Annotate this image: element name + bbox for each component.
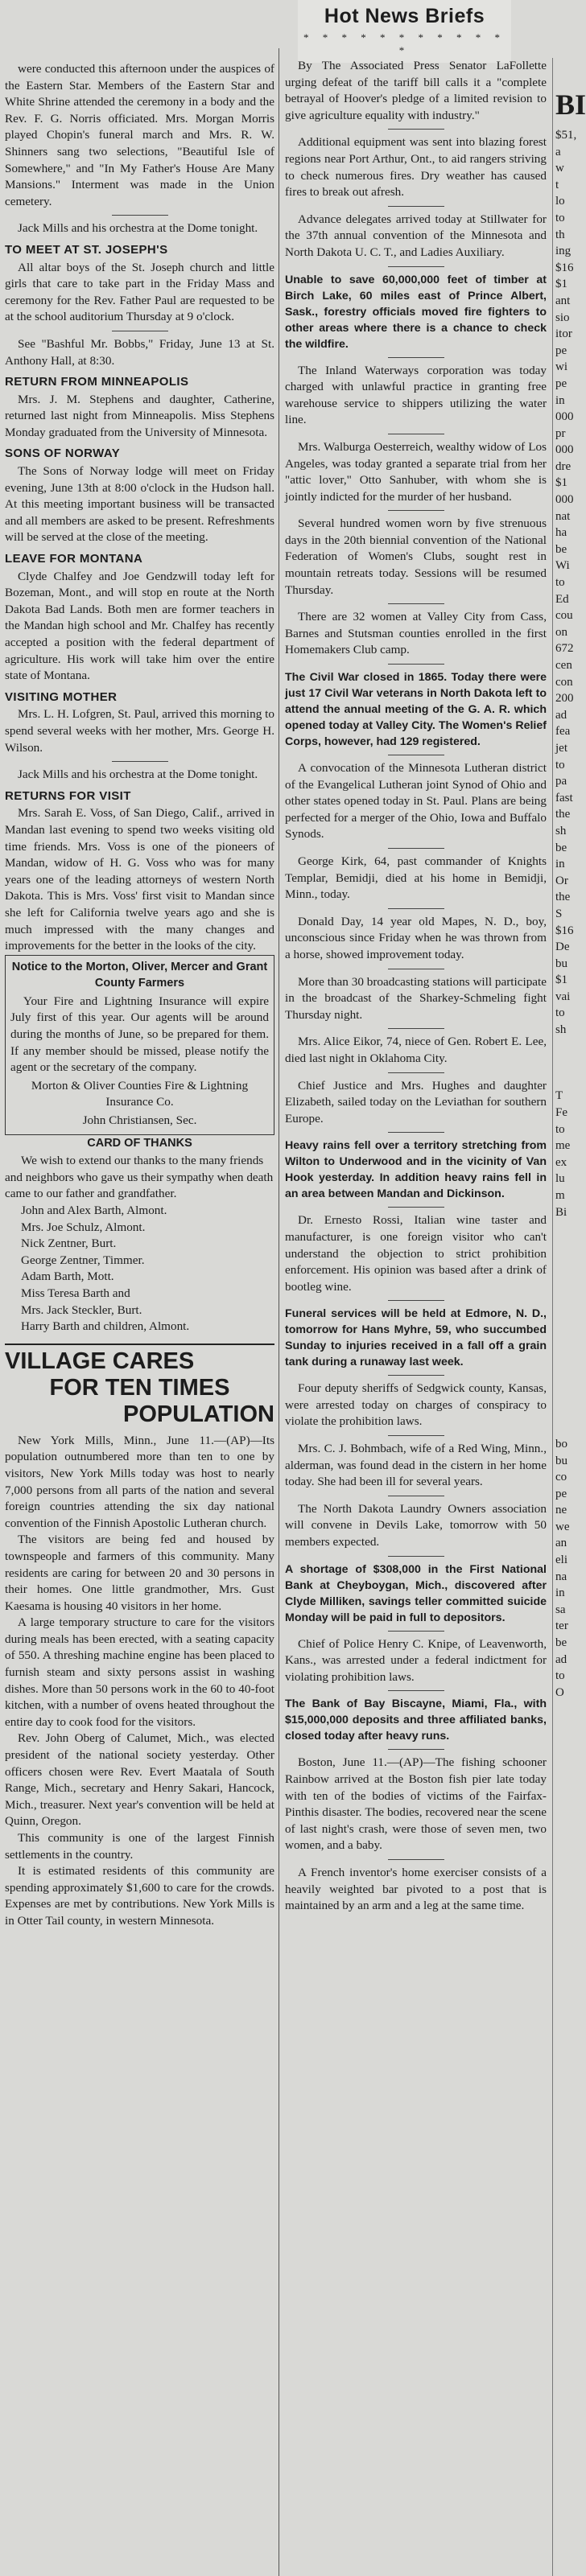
edge-line: vai bbox=[555, 990, 571, 1003]
section-title: Hot News Briefs bbox=[324, 5, 485, 27]
edge-line: to bbox=[555, 1006, 565, 1020]
article-paragraph: Additional equipment was sent into blazing forest regions near Port Arthur, Ont., to aid rangers striving to check numerous fires. Dry weather has caused fires to break out afresh. bbox=[285, 135, 547, 200]
headline-line: POPULATION bbox=[123, 1401, 274, 1427]
edge-line bbox=[555, 1287, 576, 1304]
article-paragraph: Rev. John Oberg of Calumet, Mich., was elected president of the national society yesterday. Other officers chosen were Rev. Evert Maatala of South Range, Mich., secretary and Henry Sakari, Hancock, Mich., treasurer. Next year's convention will be held at Quinn, Oregon. bbox=[5, 1731, 274, 1829]
edge-line: pa bbox=[555, 775, 567, 788]
edge-lines bbox=[555, 127, 576, 1701]
edge-line: ing bbox=[555, 245, 572, 258]
edge-line: be bbox=[555, 841, 567, 854]
article-paragraph: Donald Day, 14 year old Mapes, N. D., boy, unconscious since Friday when he was thrown from a horse, showed improvement today. bbox=[285, 914, 547, 961]
edge-line: bo bbox=[555, 1437, 567, 1451]
edge-line bbox=[555, 1320, 576, 1337]
article-paragraph: Chief Justice and Mrs. Hughes and daughter Elizabeth, sailed today on the Leviathan for southern Europe. bbox=[285, 1078, 547, 1125]
edge-line bbox=[555, 1270, 576, 1287]
edge-line bbox=[555, 1353, 576, 1370]
edge-line: to bbox=[555, 211, 565, 224]
separator-rule bbox=[388, 357, 444, 358]
edge-line: m bbox=[555, 1189, 565, 1202]
edge-line: on bbox=[555, 625, 567, 639]
article-paragraph: See "Bashful Mr. Bobbs," Friday, June 13 at St. Anthony Hall, at 8:30. bbox=[5, 336, 274, 368]
article-paragraph: Jack Mills and his orchestra at the Dome tonight. bbox=[18, 767, 258, 782]
notice-signature: Morton & Oliver Counties Fire & Lightning Insurance Co. bbox=[31, 1078, 249, 1109]
article-paragraph: Advance delegates arrived today at Stillwater for the 37th annual convention of the Minnesota and North Dakota U. C. T., and Ladies Auxiliary. bbox=[285, 212, 547, 259]
edge-line: co bbox=[555, 1471, 567, 1484]
edge-line: th bbox=[555, 228, 565, 241]
edge-line: 000 bbox=[555, 410, 574, 424]
bulletin-item: The Civil War closed in 1865. Today there were just 17 Civil War veterans in North Dakota left to attend the annual meeting of the G. A. R. which opened today at Valley City. The Women's Relief Corps, however, had 129 registered. bbox=[285, 671, 547, 749]
edge-line: to bbox=[555, 1669, 565, 1683]
edge-line: ne bbox=[555, 1504, 567, 1517]
separator-rule bbox=[388, 848, 444, 849]
separator-rule bbox=[388, 1749, 444, 1750]
left-column bbox=[5, 61, 274, 1930]
article-heading: RETURN FROM MINNEAPOLIS bbox=[5, 375, 189, 389]
signer-name: John and Alex Barth, Almont. bbox=[21, 1204, 167, 1217]
article-paragraph: Boston, June 11.—(AP)—The fishing schooner Rainbow arrived at the Boston fish pier late today with ten of the bodies of victims of the Fairfax-Pinthis disaster. The bodies, recovered near the scene of last night's crash, were those of seven men, two women, and a baby. bbox=[285, 1755, 547, 1853]
edge-line: $1 bbox=[555, 973, 567, 987]
right-column bbox=[285, 58, 547, 1915]
edge-line: eli bbox=[555, 1553, 567, 1567]
article-paragraph: New York Mills, Minn., June 11.—(AP)—Its population outnumbered more than ten to one by visitors, New York Mills today was host to nearly 7,000 persons from all parts of the nation and several foreign countries attending the six day national convention of the Finnish Apostolic Lutheran church. bbox=[5, 1433, 274, 1530]
article-paragraph: Chief of Police Henry C. Knipe, of Leavenworth, Kans., was arrested under a federal indictment for violating prohibition laws. bbox=[285, 1636, 547, 1684]
article-paragraph: A French inventor's home exerciser consists of a heavily weighted bar pivoted to a post that is maintained by an arm and a leg at the same time. bbox=[285, 1865, 547, 1913]
edge-line bbox=[555, 1072, 576, 1088]
article-paragraph: The Sons of Norway lodge will meet on Friday evening, June 13th at 8:00 o'clock in the Hudson hall. At this meeting important business will be transacted and all members are asked to be present. Refreshments will be served at the close of the meeting. bbox=[5, 464, 274, 545]
edge-line: fast bbox=[555, 791, 573, 804]
headline bbox=[5, 1344, 274, 1428]
edge-line: we bbox=[555, 1520, 570, 1533]
edge-line: sh bbox=[555, 1023, 567, 1037]
edge-line: wi bbox=[555, 360, 567, 374]
separator-rule bbox=[388, 1072, 444, 1073]
article-paragraph: Jack Mills and his orchestra at the Dome tonight. bbox=[18, 221, 258, 236]
edge-line bbox=[555, 1039, 576, 1056]
article-paragraph: Mrs. Alice Eikor, 74, niece of Gen. Robert E. Lee, died last night in Oklahoma City. bbox=[285, 1035, 547, 1065]
article-paragraph: Dr. Ernesto Rossi, Italian wine taster and manufacturer, is one foreign visitor who can't understand the objection to strict prohibition enforcement. His opinion was based after a drink of bootleg wine. bbox=[285, 1213, 547, 1294]
thanks-body: We wish to extend our thanks to the many friends and neighbors who gave us their sympathy when death came to our father and grandfather. bbox=[5, 1154, 274, 1201]
edge-line: bu bbox=[555, 957, 567, 970]
edge-line: 200 bbox=[555, 692, 574, 706]
edge-line: De bbox=[555, 940, 570, 954]
edge-line bbox=[555, 1419, 576, 1436]
edge-line: jet bbox=[555, 741, 567, 755]
edge-line: T bbox=[555, 1089, 563, 1103]
edge-line: S bbox=[555, 907, 563, 920]
edge-line: ter bbox=[555, 1619, 568, 1633]
edge-line: ad bbox=[555, 708, 567, 722]
edge-line: 000 bbox=[555, 443, 574, 457]
separator-rule bbox=[112, 215, 168, 216]
edge-line: cen bbox=[555, 659, 572, 672]
headline-line: VILLAGE CARES bbox=[5, 1348, 195, 1374]
section-header bbox=[298, 0, 511, 63]
signer-name: Adam Barth, Mott. bbox=[21, 1269, 114, 1284]
edge-line: Or bbox=[555, 874, 568, 887]
article-heading: RETURNS FOR VISIT bbox=[5, 788, 131, 803]
edge-line: $1 bbox=[555, 278, 567, 291]
article-paragraph: A large temporary structure to care for the visitors during meals has been erected, with a seating capacity of 550. A threshing machine engine has been placed to furnish steam and sixty persons assist in washing dishes. More than 50 persons work in the 60 to 40-foot kitchen, with a number of ovens heated throughout the entire day to cook food for the visitors. bbox=[5, 1615, 274, 1729]
separator-rule bbox=[388, 1859, 444, 1860]
edge-line bbox=[555, 1336, 576, 1353]
article-paragraph: The visitors are being fed and housed by townspeople and farmers of this community. Many residents are caring for between 20 and 30 persons in their homes. One little grandmother, Mrs. Gust Kaesama is housing 40 visitors in her home. bbox=[5, 1533, 274, 1613]
article-paragraph: Four deputy sheriffs of Sedgwick county, Kansas, were arrested today on charges of conspiracy to violate the prohibition laws. bbox=[285, 1381, 547, 1429]
separator-rule bbox=[112, 761, 168, 762]
edge-line: itor bbox=[555, 327, 572, 341]
edge-line: lo bbox=[555, 195, 565, 208]
thanks-heading: CARD OF THANKS bbox=[87, 1136, 192, 1150]
edge-line: ex bbox=[555, 1155, 567, 1169]
separator-rule bbox=[388, 1690, 444, 1691]
edge-line: pr bbox=[555, 426, 566, 440]
edge-line: an bbox=[555, 1537, 567, 1550]
edge-line bbox=[555, 1386, 576, 1403]
edge-line bbox=[555, 1370, 576, 1387]
edge-line: con bbox=[555, 675, 573, 689]
edge-line: lu bbox=[555, 1172, 565, 1186]
edge-line: pe bbox=[555, 344, 567, 357]
article-paragraph: George Kirk, 64, past commander of Knights Templar, Bemidji, died at his home in Bemidji, Minn., today. bbox=[285, 854, 547, 902]
signer-name: George Zentner, Timmer. bbox=[21, 1253, 145, 1267]
separator-rule bbox=[388, 1028, 444, 1029]
edge-line bbox=[555, 1253, 576, 1270]
separator-rule bbox=[388, 266, 444, 267]
separator-rule bbox=[388, 1207, 444, 1208]
edge-line: cou bbox=[555, 609, 573, 623]
article-paragraph: Several hundred women worn by five strenuous days in the 20th biennial convention of the National Federation of Women's Clubs, sought rest in mountain retreats today. Sessions will be resumed Thursday. bbox=[285, 516, 547, 597]
edge-line: 672 bbox=[555, 642, 574, 656]
edge-headline: BI bbox=[555, 88, 586, 121]
edge-line: O bbox=[555, 1685, 564, 1699]
separator-rule bbox=[388, 206, 444, 207]
article-paragraph: There are 32 women at Valley City from Cass, Barnes and Stutsman counties enrolled in the first Homemakers Club camp. bbox=[285, 610, 547, 657]
edge-line: be bbox=[555, 542, 567, 556]
article-paragraph: The North Dakota Laundry Owners association will convene in Devils Lake, tomorrow with 50 members expected. bbox=[285, 1501, 547, 1549]
separator-rule bbox=[388, 908, 444, 909]
article-paragraph: Mrs. Sarah E. Voss, of San Diego, Calif., arrived in Mandan last evening to spend two weeks visiting old time friends. Mrs. Voss is one of the pioneers of Mandan, widow of H. G. Voss who was for many years one of the leading attorneys of western North Dakota. This is Mrs. Voss' first visit to Mandan since she left for California twelve years ago and she is much impressed with the many changes and improvements for the better in the looks of the city. bbox=[5, 806, 274, 953]
edge-line: Wi bbox=[555, 559, 570, 573]
edge-line: the bbox=[555, 808, 571, 821]
edge-line: Bi bbox=[555, 1205, 567, 1219]
edge-line: a bbox=[555, 145, 561, 158]
article-heading: LEAVE FOR MONTANA bbox=[5, 552, 143, 566]
edge-line: to bbox=[555, 758, 565, 772]
article-heading: SONS OF NORWAY bbox=[5, 446, 121, 461]
notice-secretary: John Christiansen, Sec. bbox=[82, 1113, 197, 1128]
edge-line: ant bbox=[555, 294, 571, 307]
signer-name: Nick Zentner, Burt. bbox=[21, 1237, 117, 1251]
separator-rule bbox=[388, 129, 444, 130]
edge-line: $16 bbox=[555, 924, 574, 937]
edge-line: to bbox=[555, 1122, 565, 1136]
edge-line bbox=[555, 1220, 576, 1237]
article-paragraph: were conducted this afternoon under the auspices of the Eastern Star. Members of the Eastern Star and White Shrine attended the ceremony in a body and the Rev. F. G. Norris officiated. Mrs. Morgan Morris played Chopin's funeral march and Mrs. R. W. Shinners sang two selections, "Beautiful Isle of Somewhere," and "In My Father's House Are Many Mansions." Interment was made in the Union cemetery. bbox=[5, 62, 274, 208]
edge-line bbox=[555, 1403, 576, 1420]
edge-line: the bbox=[555, 891, 571, 904]
article-paragraph: The Inland Waterways corporation was today charged with unlawful practice in granting free warehouse service to shippers utilizing the water line. bbox=[285, 363, 547, 427]
article-paragraph: More than 30 broadcasting stations will participate in the broadcast of the Sharkey-Schmeling fight Thursday night. bbox=[285, 974, 547, 1022]
article-paragraph: Mrs. C. J. Bohmbach, wife of a Red Wing, Minn., alderman, was found dead in the cistern in her home today. She had been ill for several years. bbox=[285, 1442, 547, 1489]
article-heading: VISITING MOTHER bbox=[5, 689, 118, 704]
edge-line: Ed bbox=[555, 592, 569, 606]
edge-line: in bbox=[555, 858, 565, 871]
edge-line: me bbox=[555, 1139, 571, 1153]
edge-line: 000 bbox=[555, 493, 574, 507]
separator-rule bbox=[388, 1132, 444, 1133]
signer-name: Mrs. Jack Steckler, Burt. bbox=[21, 1302, 142, 1317]
edge-line: dre bbox=[555, 459, 572, 473]
edge-line: to bbox=[555, 576, 565, 590]
bulletin-item: A shortage of $308,000 in the First National Bank at Cheyboygan, Mich., discovered after Clyde Milliken, savings teller committed suicide Monday will be paid in full to depositors. bbox=[285, 1562, 547, 1624]
card-of-thanks bbox=[5, 1135, 274, 1335]
article-paragraph: A convocation of the Minnesota Lutheran district of the Evangelical Lutheran joint Synod of Ohio and other states opened today in St. Paul. Plans are being perfected for a merger of the Ohio, Iowa and Buffalo Synods. bbox=[285, 761, 547, 842]
bulletin-item: Unable to save 60,000,000 feet of timber at Birch Lake, 60 miles east of Prince Albert, Sask., forestry officials moved fire fighters to other areas where there is a chance to check the wildfire. bbox=[285, 273, 547, 351]
edge-line: pe bbox=[555, 377, 567, 390]
edge-line: $51, bbox=[555, 129, 577, 142]
notice-heading: Notice to the Morton, Oliver, Mercer and Grant County Farmers bbox=[11, 960, 268, 990]
separator-rule bbox=[388, 510, 444, 511]
edge-line: in bbox=[555, 393, 565, 407]
edge-line: w bbox=[555, 162, 564, 175]
signer-name: Harry Barth and children, Almont. bbox=[21, 1319, 190, 1334]
edge-line: $1 bbox=[555, 476, 567, 490]
edge-line bbox=[555, 1303, 576, 1320]
separator-rule bbox=[388, 664, 444, 665]
edge-line: ha bbox=[555, 526, 567, 540]
bulletin-item: The Bank of Bay Biscayne, Miami, Fla., with $15,000,000 deposits and three affiliated banks, closed today after heavy runs. bbox=[285, 1697, 547, 1743]
headline-line: FOR TEN TIMES bbox=[49, 1374, 230, 1401]
separator-rule bbox=[388, 1631, 444, 1632]
separator-rule bbox=[388, 1556, 444, 1557]
signer-name: Miss Teresa Barth and bbox=[21, 1286, 130, 1300]
edge-line: sh bbox=[555, 824, 567, 837]
notice-box bbox=[5, 955, 274, 1135]
edge-line: na bbox=[555, 1570, 567, 1583]
bulletin-item: Funeral services will be held at Edmore, N. D., tomorrow for Hans Myhre, 59, who succumbed Sunday to injuries received in a fall off a grain tank during a runaway last week. bbox=[285, 1307, 547, 1369]
edge-line: be bbox=[555, 1636, 567, 1650]
separator-rule bbox=[388, 1300, 444, 1301]
article-heading: TO MEET AT ST. JOSEPH'S bbox=[5, 242, 168, 257]
edge-line: fea bbox=[555, 725, 571, 739]
star-divider: * * * * * * * * * * * * bbox=[303, 31, 506, 56]
edge-line: ad bbox=[555, 1652, 567, 1666]
edge-line: sio bbox=[555, 311, 570, 324]
article-paragraph: Clyde Chalfey and Joe Gendzwill today left for Bozeman, Mont., and will stop en route at the North Dakota Bad Lands. Both men are former teachers in the Mandan high school and Mr. Chalfey has recently accepted a position with the federal department of agriculture. His work will take him over the entire state of Montana. bbox=[5, 569, 274, 683]
article-paragraph: All altar boys of the St. Joseph church and little girls that care to take part in the Friday Mass and ceremony for the Rev. Father Paul are requested to be at the school auditorium Thursday at 9 o'clock. bbox=[5, 260, 274, 324]
notice-body: Your Fire and Lightning Insurance will expire July first of this year. Our agents will be around during the months of June, so be prepared for them. If any member should be missed, please notify the agent or the secretary of the company. bbox=[10, 994, 269, 1075]
edge-line: in bbox=[555, 1586, 565, 1600]
separator-rule bbox=[388, 603, 444, 604]
article-paragraph: Mrs. J. M. Stephens and daughter, Catherine, returned last night from Minneapolis. Miss Stephens Monday graduated from the University of Minnesota. bbox=[5, 392, 274, 439]
article-paragraph: Mrs. Walburga Oesterreich, wealthy widow of Los Angeles, was today granted a separate trial from her "attic lover," Otto Sanhuber, with whom she is jointly indicted for the murder of her husband. bbox=[285, 439, 547, 504]
separator-rule bbox=[388, 1435, 444, 1436]
edge-line: Fe bbox=[555, 1106, 567, 1120]
edge-line: bu bbox=[555, 1454, 567, 1467]
edge-line: t bbox=[555, 178, 559, 191]
article-paragraph: It is estimated residents of this community are spending approximately $1,600 to care for the crowds. Expenses are met by contributions. New York Mills is in Otter Tail county, in western Minnesota. bbox=[5, 1864, 274, 1928]
edge-line: pe bbox=[555, 1487, 567, 1500]
article-paragraph: By The Associated Press Senator LaFollette urging defeat of the tariff bill calls it a "complete betrayal of Hoover's pledge of a limited revision to give agriculture equality with industry." bbox=[285, 59, 547, 122]
article-paragraph: This community is one of the largest Finnish settlements in the country. bbox=[5, 1831, 274, 1862]
edge-line: $16 bbox=[555, 261, 574, 274]
edge-line bbox=[555, 1055, 576, 1072]
edge-line bbox=[555, 1237, 576, 1254]
edge-line: sa bbox=[555, 1603, 566, 1616]
separator-rule bbox=[388, 1375, 444, 1376]
bulletin-item: Heavy rains fell over a territory stretching from Wilton to Underwood and in the vicinity of Van Hook yesterday. In addition heavy rains fell in an area between Mandan and Dickinson. bbox=[285, 1139, 547, 1201]
edge-column bbox=[552, 58, 586, 2576]
signer-name: Mrs. Joe Schulz, Almont. bbox=[21, 1220, 146, 1234]
article-paragraph: Mrs. L. H. Lofgren, St. Paul, arrived this morning to spend several weeks with her mother, Mrs. George H. Wilson. bbox=[5, 707, 274, 755]
edge-line: nat bbox=[555, 509, 571, 523]
